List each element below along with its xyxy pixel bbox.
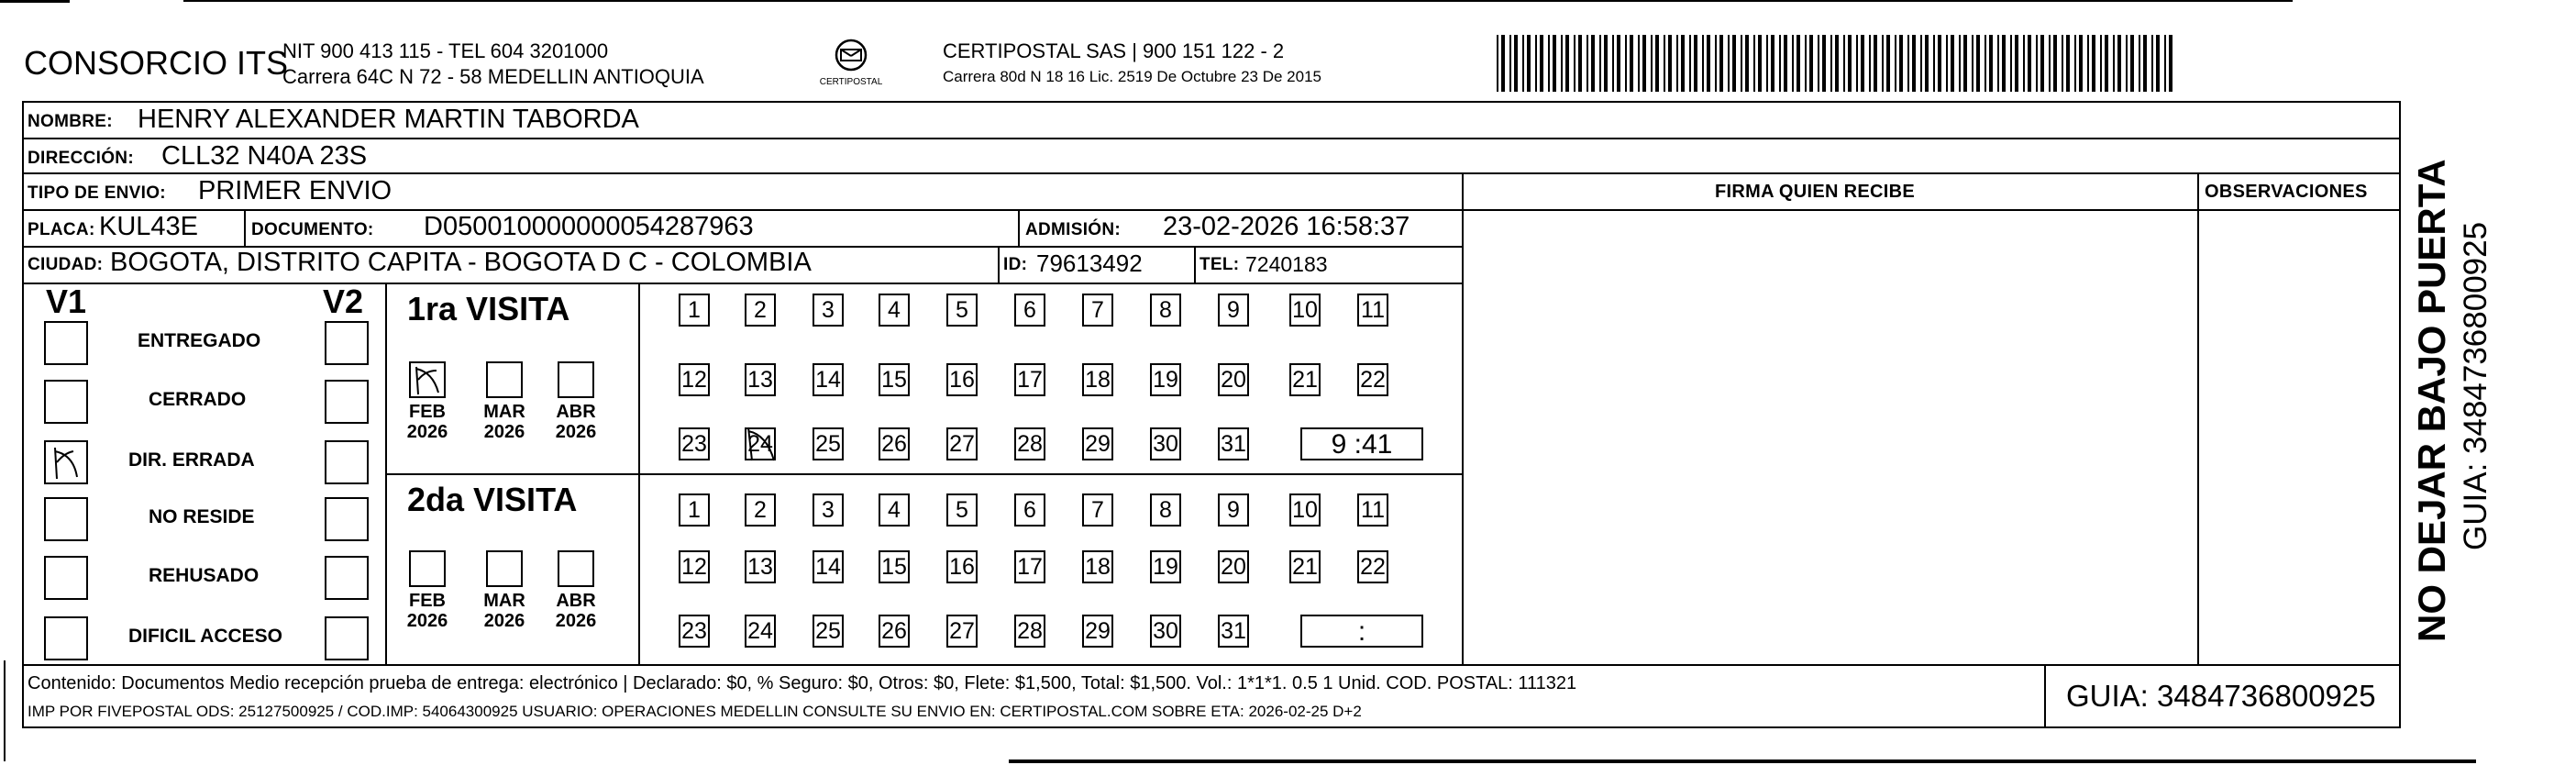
day-box[interactable]: 21 bbox=[1289, 550, 1321, 583]
day-box[interactable]: 12 bbox=[679, 363, 710, 396]
day-box[interactable]: 18 bbox=[1082, 550, 1113, 583]
admision-label: ADMISIÓN: bbox=[1025, 220, 1122, 239]
month-name: MAR bbox=[483, 591, 525, 611]
v2-checkbox[interactable] bbox=[325, 556, 369, 600]
scan-edge bbox=[1009, 759, 2476, 763]
month-label bbox=[400, 591, 455, 631]
status-label: CERRADO bbox=[149, 389, 247, 410]
time-box[interactable]: : bbox=[1300, 615, 1423, 648]
day-box[interactable]: 2 bbox=[745, 493, 776, 527]
day-box[interactable]: 30 bbox=[1150, 615, 1181, 648]
ciudad-value: BOGOTA, DISTRITO CAPITA - BOGOTA D C - COLOMBIA bbox=[110, 248, 812, 277]
side-warning: NO DEJAR BAJO PUERTA bbox=[2410, 159, 2453, 642]
nit-line: NIT 900 413 115 - TEL 604 3201000 bbox=[282, 39, 609, 62]
month-year: 2026 bbox=[483, 611, 525, 631]
month-name: FEB bbox=[409, 402, 446, 422]
month-name: ABR bbox=[556, 591, 596, 611]
day-box[interactable]: 16 bbox=[946, 363, 978, 396]
direccion-value: CLL32 N40A 23S bbox=[161, 141, 368, 171]
divider bbox=[22, 209, 1462, 211]
v1-label: V1 bbox=[46, 283, 87, 320]
certipostal-logo-icon bbox=[825, 37, 877, 83]
v1-checkbox[interactable] bbox=[44, 380, 88, 424]
scan-edge bbox=[0, 0, 70, 3]
day-box[interactable]: 23 bbox=[679, 615, 710, 648]
day-box[interactable]: 10 bbox=[1289, 294, 1321, 327]
tipo-value: PRIMER ENVIO bbox=[198, 176, 392, 205]
divider bbox=[1018, 211, 1020, 246]
side-guia: GUIA: 3484736800925 bbox=[2458, 221, 2493, 550]
handwritten-check-icon bbox=[46, 442, 86, 482]
month-label bbox=[400, 402, 455, 442]
id-label: ID: bbox=[1003, 255, 1028, 274]
observaciones-label: OBSERVACIONES bbox=[2205, 182, 2368, 202]
v1-checkbox[interactable] bbox=[44, 556, 88, 600]
barcode-icon bbox=[1497, 35, 2175, 92]
firma-label: FIRMA QUIEN RECIBE bbox=[1715, 182, 1915, 202]
day-box[interactable]: 27 bbox=[946, 427, 978, 460]
v2-checkbox[interactable] bbox=[325, 440, 369, 484]
day-box[interactable]: 13 bbox=[745, 363, 776, 396]
status-label: DIR. ERRADA bbox=[128, 449, 255, 471]
nombre-label: NOMBRE: bbox=[28, 112, 113, 131]
status-label: ENTREGADO bbox=[138, 330, 261, 351]
month-checkbox[interactable] bbox=[409, 361, 446, 398]
day-box[interactable]: 9 bbox=[1218, 493, 1249, 527]
day-box[interactable]: 4 bbox=[879, 294, 910, 327]
day-box[interactable]: 28 bbox=[1014, 427, 1045, 460]
divider bbox=[1462, 174, 1464, 664]
month-label bbox=[548, 591, 603, 631]
day-box[interactable]: 4 bbox=[879, 493, 910, 527]
company-name: CONSORCIO ITS bbox=[24, 44, 289, 82]
status-label: REHUSADO bbox=[149, 565, 260, 586]
month-checkbox[interactable] bbox=[558, 361, 594, 398]
admision-value: 23-02-2026 16:58:37 bbox=[1163, 212, 1410, 241]
divider bbox=[385, 473, 1462, 475]
documento-value: D050010000000054287963 bbox=[424, 212, 754, 241]
day-box[interactable]: 30 bbox=[1150, 427, 1181, 460]
day-box[interactable]: 24 bbox=[745, 427, 776, 460]
day-box[interactable]: 15 bbox=[879, 550, 910, 583]
day-box[interactable]: 24 bbox=[745, 615, 776, 648]
day-box[interactable]: 26 bbox=[879, 615, 910, 648]
nombre-value: HENRY ALEXANDER MARTIN TABORDA bbox=[138, 105, 639, 134]
day-box[interactable]: 16 bbox=[946, 550, 978, 583]
day-box[interactable]: 21 bbox=[1289, 363, 1321, 396]
divider bbox=[998, 248, 1000, 283]
tipo-row bbox=[22, 174, 2401, 209]
month-year: 2026 bbox=[555, 611, 597, 631]
scan-edge bbox=[4, 660, 6, 761]
month-checkbox[interactable] bbox=[486, 361, 523, 398]
day-box[interactable]: 19 bbox=[1150, 550, 1181, 583]
month-name: MAR bbox=[483, 402, 525, 422]
day-box[interactable]: 26 bbox=[879, 427, 910, 460]
v1-checkbox[interactable] bbox=[44, 440, 88, 484]
v2-checkbox[interactable] bbox=[325, 380, 369, 424]
certipostal-info bbox=[943, 39, 1321, 90]
day-box[interactable]: 10 bbox=[1289, 493, 1321, 527]
day-box[interactable]: 8 bbox=[1150, 493, 1181, 527]
direccion-row bbox=[22, 139, 2401, 174]
direccion-label: DIRECCIÓN: bbox=[28, 149, 134, 168]
month-checkbox[interactable] bbox=[558, 550, 594, 587]
day-box[interactable]: 25 bbox=[813, 427, 844, 460]
divider bbox=[1462, 209, 2401, 211]
day-box[interactable]: 19 bbox=[1150, 363, 1181, 396]
day-box[interactable]: 27 bbox=[946, 615, 978, 648]
month-year: 2026 bbox=[483, 422, 525, 442]
month-label bbox=[477, 591, 532, 631]
placa-label: PLACA: bbox=[28, 220, 95, 239]
day-box[interactable]: 6 bbox=[1014, 493, 1045, 527]
month-checkbox[interactable] bbox=[409, 550, 446, 587]
first-visit-title: 1ra VISITA bbox=[407, 290, 570, 327]
month-label bbox=[548, 402, 603, 442]
day-box[interactable]: 15 bbox=[879, 363, 910, 396]
second-visit-title: 2da VISITA bbox=[407, 481, 578, 518]
handwritten-check-icon bbox=[411, 363, 444, 396]
address-line: Carrera 64C N 72 - 58 MEDELLIN ANTIOQUIA bbox=[282, 65, 704, 88]
v2-checkbox[interactable] bbox=[325, 497, 369, 541]
day-box[interactable]: 7 bbox=[1082, 493, 1113, 527]
day-box[interactable]: 18 bbox=[1082, 363, 1113, 396]
day-box[interactable]: 3 bbox=[813, 493, 844, 527]
month-name: FEB bbox=[409, 591, 446, 611]
day-box[interactable]: 1 bbox=[679, 493, 710, 527]
day-box[interactable]: 1 bbox=[679, 294, 710, 327]
day-box[interactable]: 17 bbox=[1014, 550, 1045, 583]
documento-label: DOCUMENTO: bbox=[251, 220, 374, 239]
day-box[interactable]: 3 bbox=[813, 294, 844, 327]
footer-content: Contenido: Documentos Medio recepción prueba de entrega: electrónico | Declarado: $0, % Seguro: $0, Otros: $0, Flete: $1,500, Total: $1,500. Vol.: 1*1*1. 0.5 1 Unid. COD. POSTAL: 111321 bbox=[28, 673, 1577, 693]
status-label: NO RESIDE bbox=[149, 506, 255, 527]
placa-value: KUL43E bbox=[99, 212, 199, 241]
day-box[interactable]: 5 bbox=[946, 493, 978, 527]
month-year: 2026 bbox=[406, 611, 448, 631]
day-box[interactable]: 9 bbox=[1218, 294, 1249, 327]
day-box[interactable]: 2 bbox=[745, 294, 776, 327]
day-box[interactable]: 20 bbox=[1218, 363, 1249, 396]
nombre-row bbox=[22, 101, 2401, 139]
certipostal-sub: Carrera 80d N 18 16 Lic. 2519 De Octubre 23 De 2015 bbox=[943, 68, 1321, 85]
scan-edge bbox=[183, 0, 2293, 2]
day-box[interactable]: 8 bbox=[1150, 294, 1181, 327]
company-info bbox=[282, 39, 704, 90]
month-name: ABR bbox=[556, 402, 596, 422]
day-box[interactable]: 22 bbox=[1357, 363, 1388, 396]
month-checkbox[interactable] bbox=[486, 550, 523, 587]
day-box[interactable]: 23 bbox=[679, 427, 710, 460]
day-box[interactable]: 28 bbox=[1014, 615, 1045, 648]
day-box[interactable]: 31 bbox=[1218, 427, 1249, 460]
day-box[interactable]: 17 bbox=[1014, 363, 1045, 396]
divider bbox=[244, 211, 246, 246]
day-box[interactable]: 29 bbox=[1082, 615, 1113, 648]
v2-label: V2 bbox=[323, 283, 364, 320]
divider bbox=[2197, 174, 2199, 664]
day-box[interactable]: 14 bbox=[813, 363, 844, 396]
v2-checkbox[interactable] bbox=[325, 616, 369, 660]
tel-value: 7240183 bbox=[1245, 252, 1328, 276]
day-box[interactable]: 11 bbox=[1357, 294, 1388, 327]
tipo-label: TIPO DE ENVIO: bbox=[28, 183, 166, 203]
logo-text: CERTIPOSTAL bbox=[819, 77, 883, 87]
day-box[interactable]: 22 bbox=[1357, 550, 1388, 583]
month-year: 2026 bbox=[555, 422, 597, 442]
day-box[interactable]: 20 bbox=[1218, 550, 1249, 583]
id-value: 79613492 bbox=[1036, 249, 1143, 277]
ciudad-label: CIUDAD: bbox=[28, 255, 104, 274]
time-box[interactable]: 9 :41 bbox=[1300, 427, 1423, 460]
v2-checkbox[interactable] bbox=[325, 321, 369, 365]
day-box[interactable]: 31 bbox=[1218, 615, 1249, 648]
footer-imp: IMP POR FIVEPOSTAL ODS: 25127500925 / COD.IMP: 54064300925 USUARIO: OPERACIONES MEDELLIN CONSULTE SU ENVIO EN: CERTIPOSTAL.COM SOBRE ETA: 2026-02-25 D+2 bbox=[28, 703, 1362, 720]
day-box[interactable]: 11 bbox=[1357, 493, 1388, 527]
month-label bbox=[477, 402, 532, 442]
v1-checkbox[interactable] bbox=[44, 497, 88, 541]
day-box[interactable]: 29 bbox=[1082, 427, 1113, 460]
v1-checkbox[interactable] bbox=[44, 321, 88, 365]
day-box[interactable]: 5 bbox=[946, 294, 978, 327]
v1-checkbox[interactable] bbox=[44, 616, 88, 660]
day-box[interactable]: 13 bbox=[745, 550, 776, 583]
day-box[interactable]: 12 bbox=[679, 550, 710, 583]
day-box[interactable]: 6 bbox=[1014, 294, 1045, 327]
divider bbox=[1194, 248, 1196, 283]
day-box[interactable]: 14 bbox=[813, 550, 844, 583]
tel-label: TEL: bbox=[1200, 255, 1240, 274]
day-box[interactable]: 25 bbox=[813, 615, 844, 648]
month-year: 2026 bbox=[406, 422, 448, 442]
status-label: DIFICIL ACCESO bbox=[128, 626, 283, 647]
guia-box: GUIA: 3484736800925 bbox=[2044, 664, 2401, 728]
certipostal-line: CERTIPOSTAL SAS | 900 151 122 - 2 bbox=[943, 39, 1285, 62]
handwritten-check-icon bbox=[743, 424, 779, 464]
divider bbox=[22, 283, 1462, 284]
day-box[interactable]: 7 bbox=[1082, 294, 1113, 327]
